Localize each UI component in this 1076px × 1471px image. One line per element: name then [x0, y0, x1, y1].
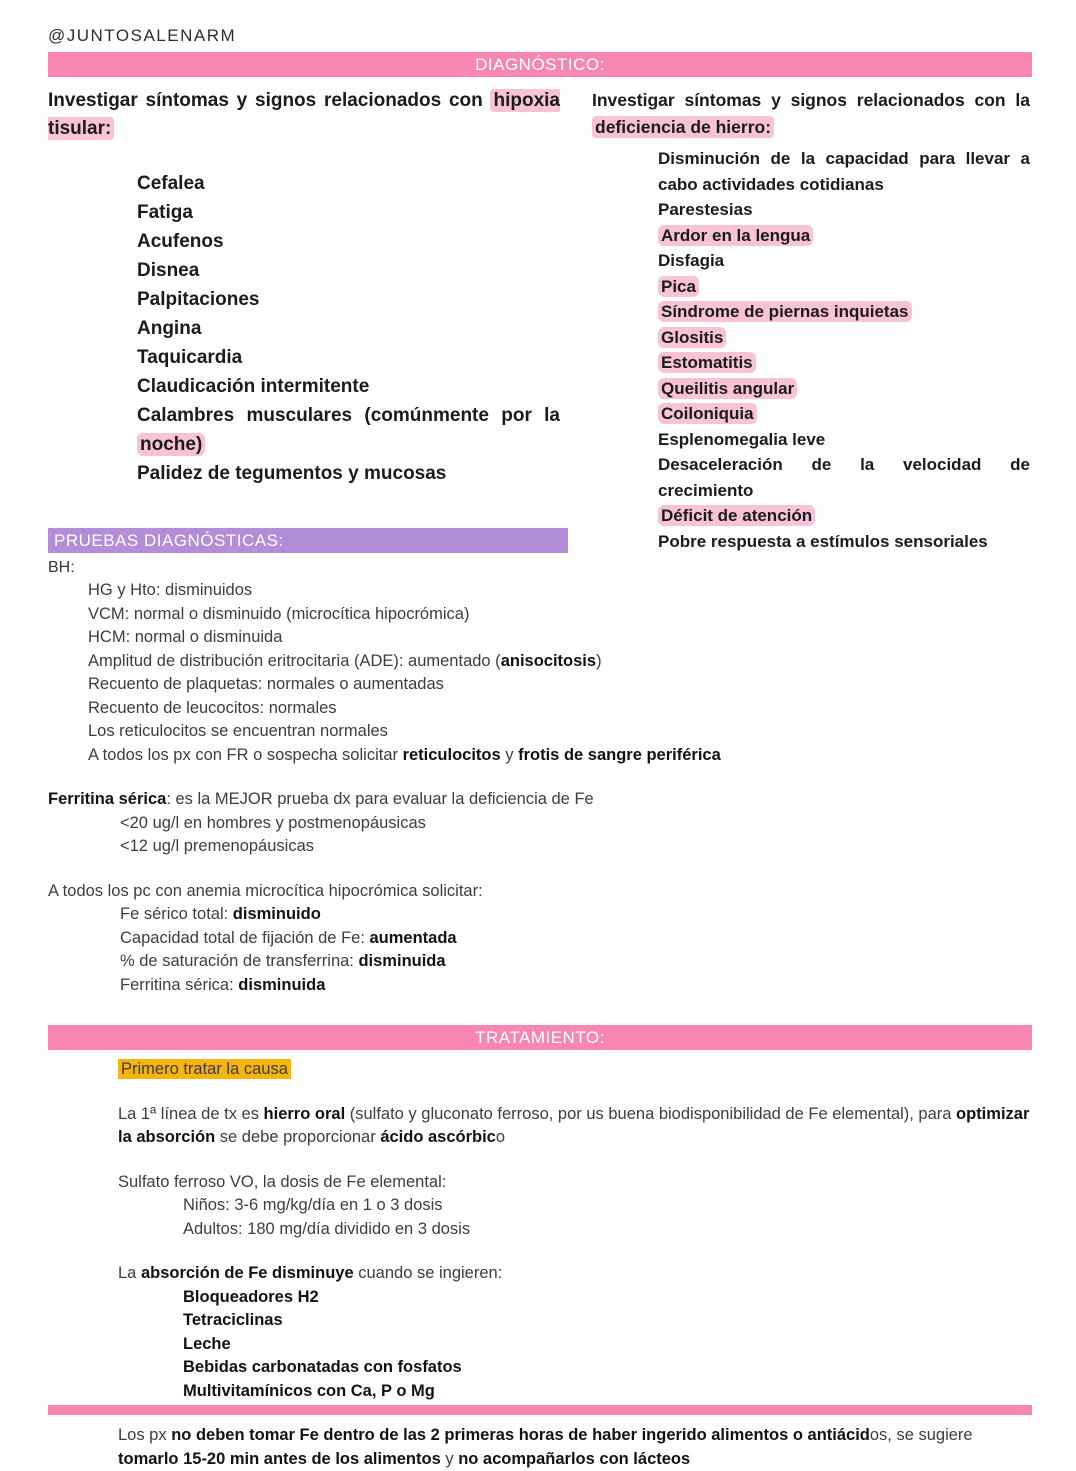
dot-bullet-icon — [85, 1171, 118, 1195]
arrow-bullet-icon — [628, 376, 658, 402]
list-item — [48, 1309, 1032, 1333]
list-item — [48, 579, 1032, 603]
dot-bullet-icon — [55, 673, 88, 697]
list-item-text: La 1ª línea de tx es hierro oral (sulfato y gluconato ferroso, por us buena biodisponibilidad de Fe elemental), para optimizar la absorción se debe proporcionar ácido ascórbico — [118, 1104, 1030, 1146]
list-item — [48, 1103, 1032, 1150]
list-item — [592, 248, 1030, 274]
list-item-text: Niños: 3-6 mg/kg/día en 1 o 3 dosis — [183, 1196, 443, 1214]
list-item-text: Acufenos — [137, 231, 224, 252]
pruebas-section — [48, 528, 1032, 997]
list-item — [592, 350, 1030, 376]
section-header-diagnostico — [48, 52, 1032, 77]
list-item-text: Palpitaciones — [137, 289, 260, 310]
list-item-text: Estomatitis — [658, 350, 1030, 376]
list-item-text: Claudicación intermitente — [137, 376, 370, 397]
list-item — [48, 1194, 1032, 1218]
dot-bullet-icon — [88, 927, 120, 951]
list-item — [48, 1058, 1032, 1082]
arrow-bullet-icon — [628, 299, 658, 325]
list-item — [48, 835, 1032, 859]
dot-bullet-icon — [55, 744, 88, 768]
arrow-bullet-icon — [628, 248, 658, 274]
section-title: PRUEBAS DIAGNÓSTICAS: — [54, 530, 284, 550]
notes-page — [0, 26, 1076, 1468]
list-item-text: Disnea — [137, 260, 200, 281]
list-item-text: Leche — [183, 1334, 231, 1353]
arrow-bullet-icon — [105, 169, 137, 198]
list-item — [48, 372, 560, 401]
section-title: TRATAMIENTO: — [475, 1027, 605, 1047]
list-item-text: Coiloniquia — [658, 401, 1030, 427]
arrow-bullet-icon — [628, 503, 658, 529]
list-item — [48, 1262, 1032, 1286]
arrow-bullet-icon — [628, 146, 658, 197]
list-item — [48, 169, 560, 198]
list-item — [48, 603, 1032, 627]
list-item — [48, 697, 1032, 721]
arrow-bullet-icon — [628, 350, 658, 376]
list-item — [48, 950, 1032, 974]
list-item-text: Primero tratar la causa — [118, 1058, 1032, 1082]
list-item-text: Recuento de leucocitos: normales — [88, 698, 337, 717]
list-item-text: Esplenomegalia leve — [658, 429, 826, 449]
ferritina-intro: Ferritina sérica: es la MEJOR prueba dx para evaluar la deficiencia de Fe — [48, 790, 594, 808]
dot-bullet-icon — [85, 1262, 118, 1286]
arrow-bullet-icon — [628, 325, 658, 351]
list-item — [48, 903, 1032, 927]
list-item-text: Palidez de tegumentos y mucosas — [137, 463, 447, 484]
list-item — [592, 427, 1030, 453]
arrow-bullet-icon — [628, 452, 658, 503]
list-item-text: Desaceleración de la velocidad de crecimiento — [658, 455, 1030, 500]
list-item — [48, 256, 560, 285]
hypoxia-symptom-list — [48, 169, 560, 488]
dot-bullet-icon — [55, 603, 88, 627]
list-item-text: HCM: normal o disminuida — [88, 628, 283, 646]
list-item-text: <12 ug/l premenopáusicas — [120, 837, 315, 855]
section-title: DIAGNÓSTICO: — [475, 54, 605, 74]
list-item-text: Amplitud de distribución eritrocitaria (ADE): aumentado (anisocitosis) — [88, 651, 602, 670]
list-item-text: Adultos: 180 mg/día dividido en 3 dosis — [183, 1219, 471, 1238]
dot-bullet-icon — [88, 812, 120, 836]
list-item-text: Déficit de atención — [658, 503, 1030, 529]
arrow-bullet-icon — [628, 401, 658, 427]
list-item — [48, 227, 560, 256]
list-item-text: Angina — [137, 318, 202, 339]
list-item-text: Capacidad total de fijación de Fe: aumentada — [120, 928, 457, 947]
dot-bullet-icon — [55, 579, 88, 603]
list-item — [48, 401, 560, 459]
list-item — [592, 529, 1030, 555]
solicitar-list — [48, 903, 1032, 997]
list-item-text: Cefalea — [137, 173, 205, 194]
list-item — [592, 452, 1030, 503]
list-item-text: Pica — [658, 274, 1030, 300]
list-item — [48, 1380, 1032, 1404]
dot-bullet-icon — [55, 697, 88, 721]
arrow-bullet-icon — [105, 401, 137, 459]
list-item-text: HG y Hto: disminuidos — [88, 581, 253, 599]
dot-bullet-icon — [85, 1103, 118, 1150]
page-content — [0, 26, 1076, 1471]
list-item — [592, 503, 1030, 529]
iron-deficiency-symptom-list — [592, 146, 1030, 554]
arrow-bullet-icon — [105, 314, 137, 343]
list-item — [48, 343, 560, 372]
list-item — [592, 401, 1030, 427]
list-item — [48, 974, 1032, 998]
dot-bullet-icon — [151, 1333, 183, 1357]
list-item-text: Queilitis angular — [658, 376, 1030, 402]
hypoxia-heading: Investigar síntomas y signos relacionados con hipoxia tisular: — [48, 90, 560, 139]
list-item — [592, 146, 1030, 197]
list-item — [48, 744, 1032, 768]
list-item — [48, 720, 1032, 744]
dot-bullet-icon — [151, 1356, 183, 1380]
arrow-bullet-icon — [628, 529, 658, 555]
iron-deficiency-column — [592, 87, 1030, 554]
list-item-text: Síndrome de piernas inquietas — [658, 299, 1030, 325]
list-item-text: Disfagia — [658, 251, 725, 270]
list-item — [48, 1286, 1032, 1310]
list-item-text: Recuento de plaquetas: normales o aumentadas — [88, 675, 444, 693]
dot-bullet-icon — [151, 1309, 183, 1333]
dot-bullet-icon — [55, 626, 88, 650]
list-item-text: La absorción de Fe disminuye cuando se ingieren: — [118, 1264, 503, 1282]
list-item-text: Calambres musculares (comúnmente por la noche) — [137, 405, 560, 455]
arrow-bullet-icon — [105, 227, 137, 256]
list-item-text: Fatiga — [137, 202, 193, 223]
diagnostico-columns — [48, 87, 1032, 554]
list-item-text: VCM: normal o disminuido (microcítica hipocrómica) — [88, 604, 470, 623]
list-item — [592, 299, 1030, 325]
iron-deficiency-heading: Investigar síntomas y signos relacionados con la deficiencia de hierro: — [592, 90, 1030, 137]
dot-bullet-icon — [88, 835, 120, 859]
list-item — [48, 1424, 1032, 1471]
next-section-banner-edge — [48, 1405, 1032, 1415]
dot-bullet-icon — [151, 1194, 183, 1218]
arrow-bullet-icon — [628, 274, 658, 300]
list-item-text: Sulfato ferroso VO, la dosis de Fe elemental: — [118, 1172, 447, 1191]
dot-bullet-icon — [55, 720, 88, 744]
dot-bullet-icon — [88, 974, 120, 998]
list-item — [48, 1171, 1032, 1195]
list-item-text: % de saturación de transferrina: disminuida — [120, 952, 446, 970]
arrow-bullet-icon — [105, 198, 137, 227]
list-item-text: Glositis — [658, 325, 1030, 351]
dot-bullet-icon — [88, 950, 120, 974]
hypoxia-column — [48, 87, 560, 554]
arrow-bullet-icon — [105, 256, 137, 285]
account-handle: @JUNTOSALENARM — [48, 26, 237, 45]
list-item — [48, 650, 1032, 674]
list-item — [48, 285, 560, 314]
list-item — [48, 927, 1032, 951]
arrow-bullet-icon — [628, 427, 658, 453]
list-item-text: Multivitamínicos con Ca, P o Mg — [183, 1381, 435, 1400]
list-item-text: Ferritina sérica: disminuida — [120, 975, 326, 994]
list-item — [48, 314, 560, 343]
list-item-text: Ardor en la lengua — [658, 223, 1030, 249]
list-item — [592, 197, 1030, 223]
list-item-text: Taquicardia — [137, 347, 243, 368]
dot-bullet-icon — [55, 650, 88, 674]
list-item-text: Los px no deben tomar Fe dentro de las 2 primeras horas de haber ingerido alimentos o antiácidos, se sugiere tomarlo 15-20 min antes de los alimentos y no acompañarlos con lácteos — [118, 1426, 973, 1468]
list-item-text: Disminución de la capacidad para llevar a cabo actividades cotidianas — [658, 149, 1030, 194]
list-item-text: Bebidas carbonatadas con fosfatos — [183, 1358, 462, 1376]
ferritina-list — [48, 812, 1032, 859]
arrow-bullet-icon — [105, 372, 137, 401]
list-item — [48, 198, 560, 227]
arrow-bullet-icon — [105, 285, 137, 314]
arrow-bullet-icon — [105, 459, 137, 488]
list-item — [48, 1333, 1032, 1357]
bh-label: BH: — [48, 559, 75, 576]
list-item-text: Pobre respuesta a estímulos sensoriales — [658, 531, 988, 551]
dot-bullet-icon — [151, 1286, 183, 1310]
dot-bullet-icon — [151, 1380, 183, 1404]
dot-bullet-icon — [85, 1058, 118, 1082]
bh-list — [48, 579, 1032, 767]
list-item — [48, 626, 1032, 650]
list-item — [592, 325, 1030, 351]
section-header-tratamiento — [48, 1025, 1032, 1050]
list-item — [592, 223, 1030, 249]
dot-bullet-icon — [88, 903, 120, 927]
list-item — [48, 1218, 1032, 1242]
list-item-text: A todos los px con FR o sospecha solicitar reticulocitos y frotis de sangre periférica — [88, 745, 721, 764]
list-item-text: Fe sérico total: disminuido — [120, 905, 321, 923]
dot-bullet-icon — [85, 1424, 118, 1471]
dot-bullet-icon — [151, 1218, 183, 1242]
arrow-bullet-icon — [628, 223, 658, 249]
solicitar-intro: A todos los pc con anemia microcítica hipocrómica solicitar: — [48, 881, 483, 900]
arrow-bullet-icon — [628, 197, 658, 223]
list-item-text: <20 ug/l en hombres y postmenopáusicas — [120, 813, 426, 832]
list-item-text: Bloqueadores H2 — [183, 1287, 319, 1306]
list-item — [48, 812, 1032, 836]
list-item — [592, 376, 1030, 402]
list-item — [48, 673, 1032, 697]
list-item — [48, 1356, 1032, 1380]
list-item-text: Los reticulocitos se encuentran normales — [88, 722, 388, 740]
list-item — [48, 459, 560, 488]
list-item-text: Parestesias — [658, 200, 753, 219]
list-item-text: Tetraciclinas — [183, 1311, 283, 1329]
arrow-bullet-icon — [105, 343, 137, 372]
list-item — [592, 274, 1030, 300]
